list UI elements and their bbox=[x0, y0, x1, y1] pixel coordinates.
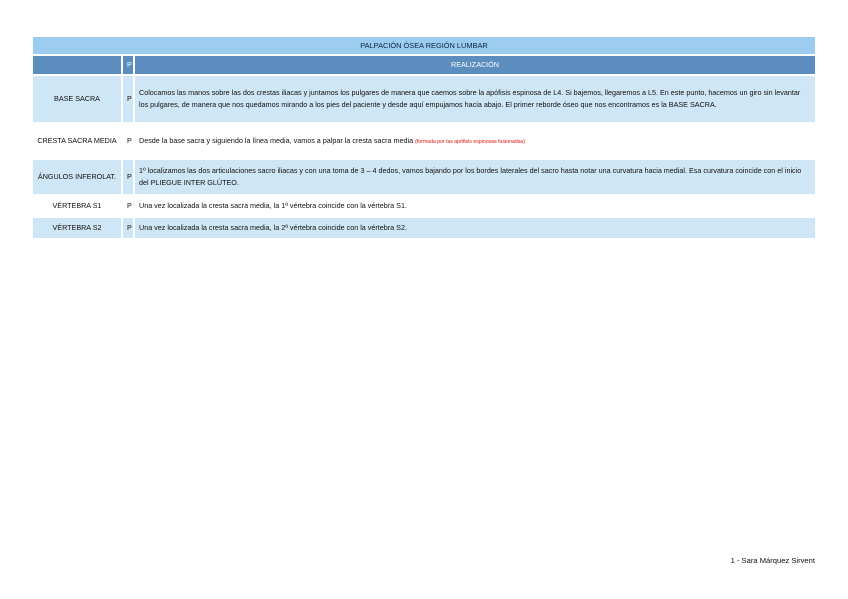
row-p: P bbox=[121, 196, 135, 216]
row-name: ÁNGULOS INFEROLAT. bbox=[33, 160, 121, 194]
table-row bbox=[33, 76, 815, 122]
table-row bbox=[33, 218, 815, 238]
row-name: VÉRTEBRA S1 bbox=[33, 196, 121, 216]
table-row bbox=[33, 196, 815, 216]
table-title-row bbox=[33, 37, 815, 54]
row-name: CRESTA SACRA MEDIA bbox=[33, 124, 121, 158]
row-text: Una vez localizada la cresta sacra media, la 1ª vértebra coincide con la vértebra S1. bbox=[135, 196, 815, 216]
table-row bbox=[33, 124, 815, 158]
row-p: P bbox=[121, 218, 135, 238]
row-text: Una vez localizada la cresta sacra media, la 2ª vértebra coincide con la vértebra S2. bbox=[135, 218, 815, 238]
row-name: VÉRTEBRA S2 bbox=[33, 218, 121, 238]
row-p: P bbox=[121, 124, 135, 158]
row-p: P bbox=[121, 160, 135, 194]
row-p: P bbox=[121, 76, 135, 122]
row-note: (formada por las apófisis espinosas fusionadas) bbox=[415, 138, 525, 145]
page-footer: 1 - Sara Márquez Sirvent bbox=[730, 556, 815, 565]
table-title: PALPACIÓN ÓSEA REGIÓN LUMBAR bbox=[33, 37, 815, 54]
table-header-row bbox=[33, 56, 815, 74]
header-name bbox=[33, 56, 121, 74]
palpation-table bbox=[33, 35, 815, 240]
row-text: Colocamos las manos sobre las dos crestas iliacas y juntamos los pulgares de manera que caemos sobre la apófisis espinosa de L4. Si bajemos, llegaremos a L5. En este punto, hacemos un giro sin levantar los pulgares, de manera que nos quedamos mirando a los pies del paciente y desde aquí empujamos hacia abajo. El primer reborde óseo que nos encontramos es la BASE SACRA. bbox=[135, 76, 815, 122]
row-text: Desde la base sacra y siguiendo la línea media, vamos a palpar la cresta sacra media bbox=[139, 135, 414, 145]
row-text: 1º localizamos las dos articulaciones sacro iliacas y con una toma de 3 – 4 dedos, vamos bajando por los bordes laterales del sacro hasta notar una curvatura hacia medial. Esa curvatura coincide con el inicio del PLIEGUE INTER GLÚTEO. bbox=[135, 160, 815, 194]
header-p: P bbox=[121, 56, 135, 74]
header-realizacion: REALIZACIÓN bbox=[135, 56, 815, 74]
row-text-cell bbox=[135, 124, 815, 158]
table-row bbox=[33, 160, 815, 194]
row-name: BASE SACRA bbox=[33, 76, 121, 122]
